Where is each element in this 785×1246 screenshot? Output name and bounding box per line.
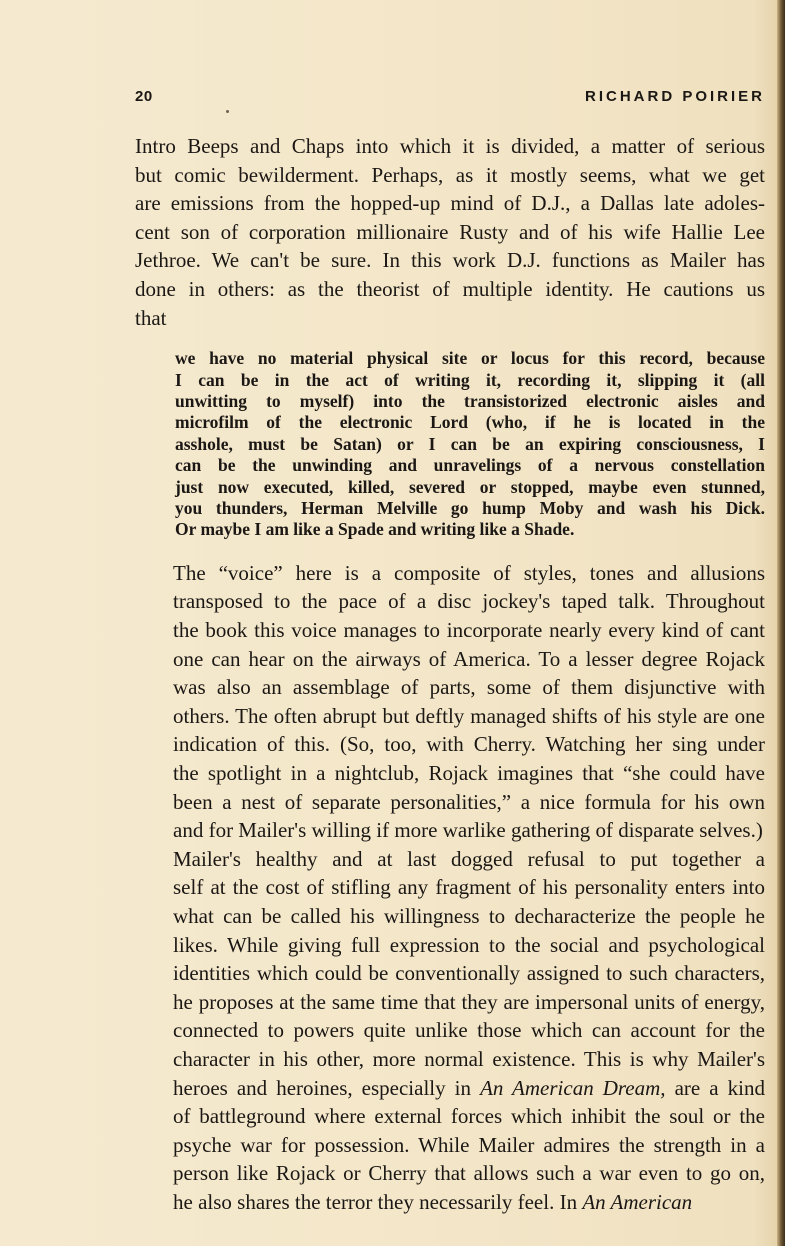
text-line: transposed to the pace of a disc jockey's taped talk. Throughout (173, 589, 765, 614)
text-line: what can be called his willingness to decharacterize the people he (173, 903, 765, 928)
text-line: can be the unwinding and unravelings of a nervous constellation (175, 455, 765, 476)
text-line: connected to powers quite unlike those which can account for the (173, 1018, 765, 1043)
text-line: self at the cost of stifling any fragment of his personality enters into (173, 875, 765, 900)
text-line: he also shares the terror they necessarily feel. In An American (173, 1189, 693, 1214)
text-line: Intro Beeps and Chaps into which it is divided, a matter of serious (135, 134, 765, 158)
body-text (135, 132, 765, 1216)
text-line: you thunders, Herman Melville go hump Moby and wash his Dick. (175, 498, 765, 518)
text-line: Jethroe. We can't be sure. In this work D.J. functions as Mailer has (135, 248, 765, 273)
block-quote (175, 348, 765, 541)
text-line: and for Mailer's willing if more warlike gathering of disparate selves.) (173, 818, 763, 843)
book-title: An American Dream, (480, 1075, 666, 1100)
text-line: asshole, must be Satan) or I can be an expiring consciousness, I (175, 433, 765, 454)
text-line: been a nest of separate personalities,” a nice formula for his own (173, 789, 765, 814)
text-line: Mailer's healthy and at last dogged refusal to put together a (173, 846, 765, 871)
text-line: unwitting to myself) into the transistorized electronic aisles and (175, 390, 765, 411)
page-number: 20 (135, 88, 153, 105)
text-line: others. The often abrupt but deftly managed shifts of his style are one (173, 703, 765, 728)
text-line: the spotlight in a nightclub, Rojack imagines that “she could have (173, 760, 765, 785)
text-line: just now executed, killed, severed or stopped, maybe even stunned, (175, 476, 765, 497)
text-line: are emissions from the hopped-up mind of D.J., a Dallas late adoles- (135, 191, 765, 216)
paragraph-voice (135, 559, 765, 845)
text-line: character in his other, more normal existence. This is why Mailer's (173, 1046, 765, 1071)
text-line: likes. While giving full expression to the social and psychological (173, 932, 765, 957)
text-line: heroes and heroines, especially in An American Dream, are a kind (173, 1075, 765, 1100)
running-head: RICHARD POIRIER (584, 88, 765, 105)
text-line: identities which could be conventionally assigned to such characters, (173, 961, 765, 986)
text-line: the book this voice manages to incorporate nearly every kind of cant (173, 618, 765, 642)
text-line: psyche war for possession. While Mailer admires the strength in a (173, 1132, 765, 1157)
text-line: he proposes at the same time that they are impersonal units of energy, (173, 989, 765, 1014)
text-line: microfilm of the electronic Lord (who, if he is located in the (175, 412, 765, 433)
page-edge-shadow (777, 0, 785, 1246)
text-line: but comic bewilderment. Perhaps, as it mostly seems, what we get (135, 162, 765, 187)
text-line: done in others: as the theorist of multiple identity. He cautions us (135, 276, 765, 301)
text-line: The “voice” here is a composite of styles, tones and allusions (173, 560, 765, 585)
page-header (135, 88, 765, 112)
text-line: I can be in the act of writing it, recording it, slipping it (all (175, 369, 765, 390)
book-title: An American (582, 1189, 693, 1214)
paragraph-intro (135, 132, 765, 332)
text-line: cent son of corporation millionaire Rusty and of his wife Hallie Lee (135, 219, 765, 244)
text-line: person like Rojack or Cherry that allows such a war even to go on, (173, 1161, 765, 1186)
text-line: indication of this. (So, too, with Cherry. Watching her sing under (173, 732, 765, 757)
paragraph-refusal (135, 845, 765, 1217)
text-line: one can hear on the airways of America. To a lesser degree Rojack (173, 646, 765, 671)
text-line: we have no material physical site or locus for this record, because (175, 348, 765, 369)
text-line: was also an assemblage of parts, some of them disjunctive with (173, 675, 765, 700)
ink-speck (226, 110, 229, 113)
text-line: of battleground where external forces which inhibit the soul or the (173, 1104, 765, 1129)
text-line: Or maybe I am like a Spade and writing like a Shade. (175, 519, 575, 540)
text-line: that (135, 305, 167, 330)
